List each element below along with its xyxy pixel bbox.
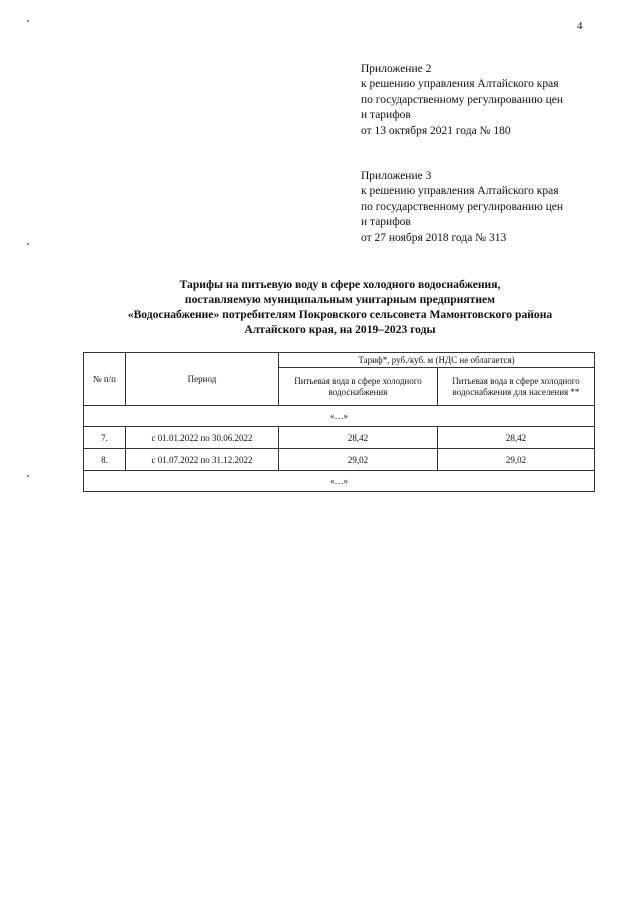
page-number: 4 [577,20,583,32]
scan-mark [27,475,29,477]
header-tariff-general: Питьевая вода в сфере холодного водоснабжения [279,368,438,406]
appendix-2-line: и тарифов [361,109,411,122]
row-period: с 01.07.2022 по 31.12.2022 [126,449,279,471]
appendix-2-line: от 13 октября 2021 года № 180 [361,124,511,137]
title-line: поставляемую муниципальным унитарным предприятием [184,293,496,306]
scan-mark [27,243,29,245]
row-tariff-general: 29,02 [279,449,438,471]
row-number: 7. [84,427,126,449]
header-tariff-population: Питьевая вода в сфере холодного водоснабжения для населения ** [438,368,595,406]
header-number: № п/п [84,353,126,406]
appendix-3-line: от 27 ноября 2018 года № 313 [361,231,507,244]
row-number: 8. [84,449,126,471]
header-tariff-group: Тариф*, руб./куб. м (НДС не облагается) [279,353,595,368]
scan-mark [27,20,29,22]
appendix-3-header [361,169,563,246]
header-period: Период [126,353,279,406]
row-period: с 01.01.2022 по 30.06.2022 [126,427,279,449]
appendix-2-line: Приложение 2 [361,63,432,75]
appendix-3-line: и тарифов [361,216,411,229]
appendix-3-line: Приложение 3 [361,170,432,182]
title-line: Тарифы на питьевую воду в сфере холодного водоснабжения, [179,278,501,291]
document-title [80,277,600,337]
table-row [84,449,595,471]
row-tariff-population: 29,02 [438,449,595,471]
table-ellipsis-bottom: «…» [84,471,595,492]
row-tariff-general: 28,42 [279,427,438,449]
appendix-3-line: по государственному регулированию цен [361,200,564,213]
table-ellipsis-top: «…» [84,406,595,427]
appendix-2-line: к решению управления Алтайского края [361,78,559,91]
row-tariff-population: 28,42 [438,427,595,449]
table-row [84,427,595,449]
appendix-3-line: к решению управления Алтайского края [361,185,559,198]
tariff-table [83,352,595,492]
appendix-2-line: по государственному регулированию цен [361,93,564,106]
title-line: «Водоснабжение» потребителям Покровского сельсовета Мамонтовского района [127,308,553,321]
title-line: Алтайского края, на 2019–2023 годы [244,323,436,336]
appendix-2-header [361,62,563,139]
